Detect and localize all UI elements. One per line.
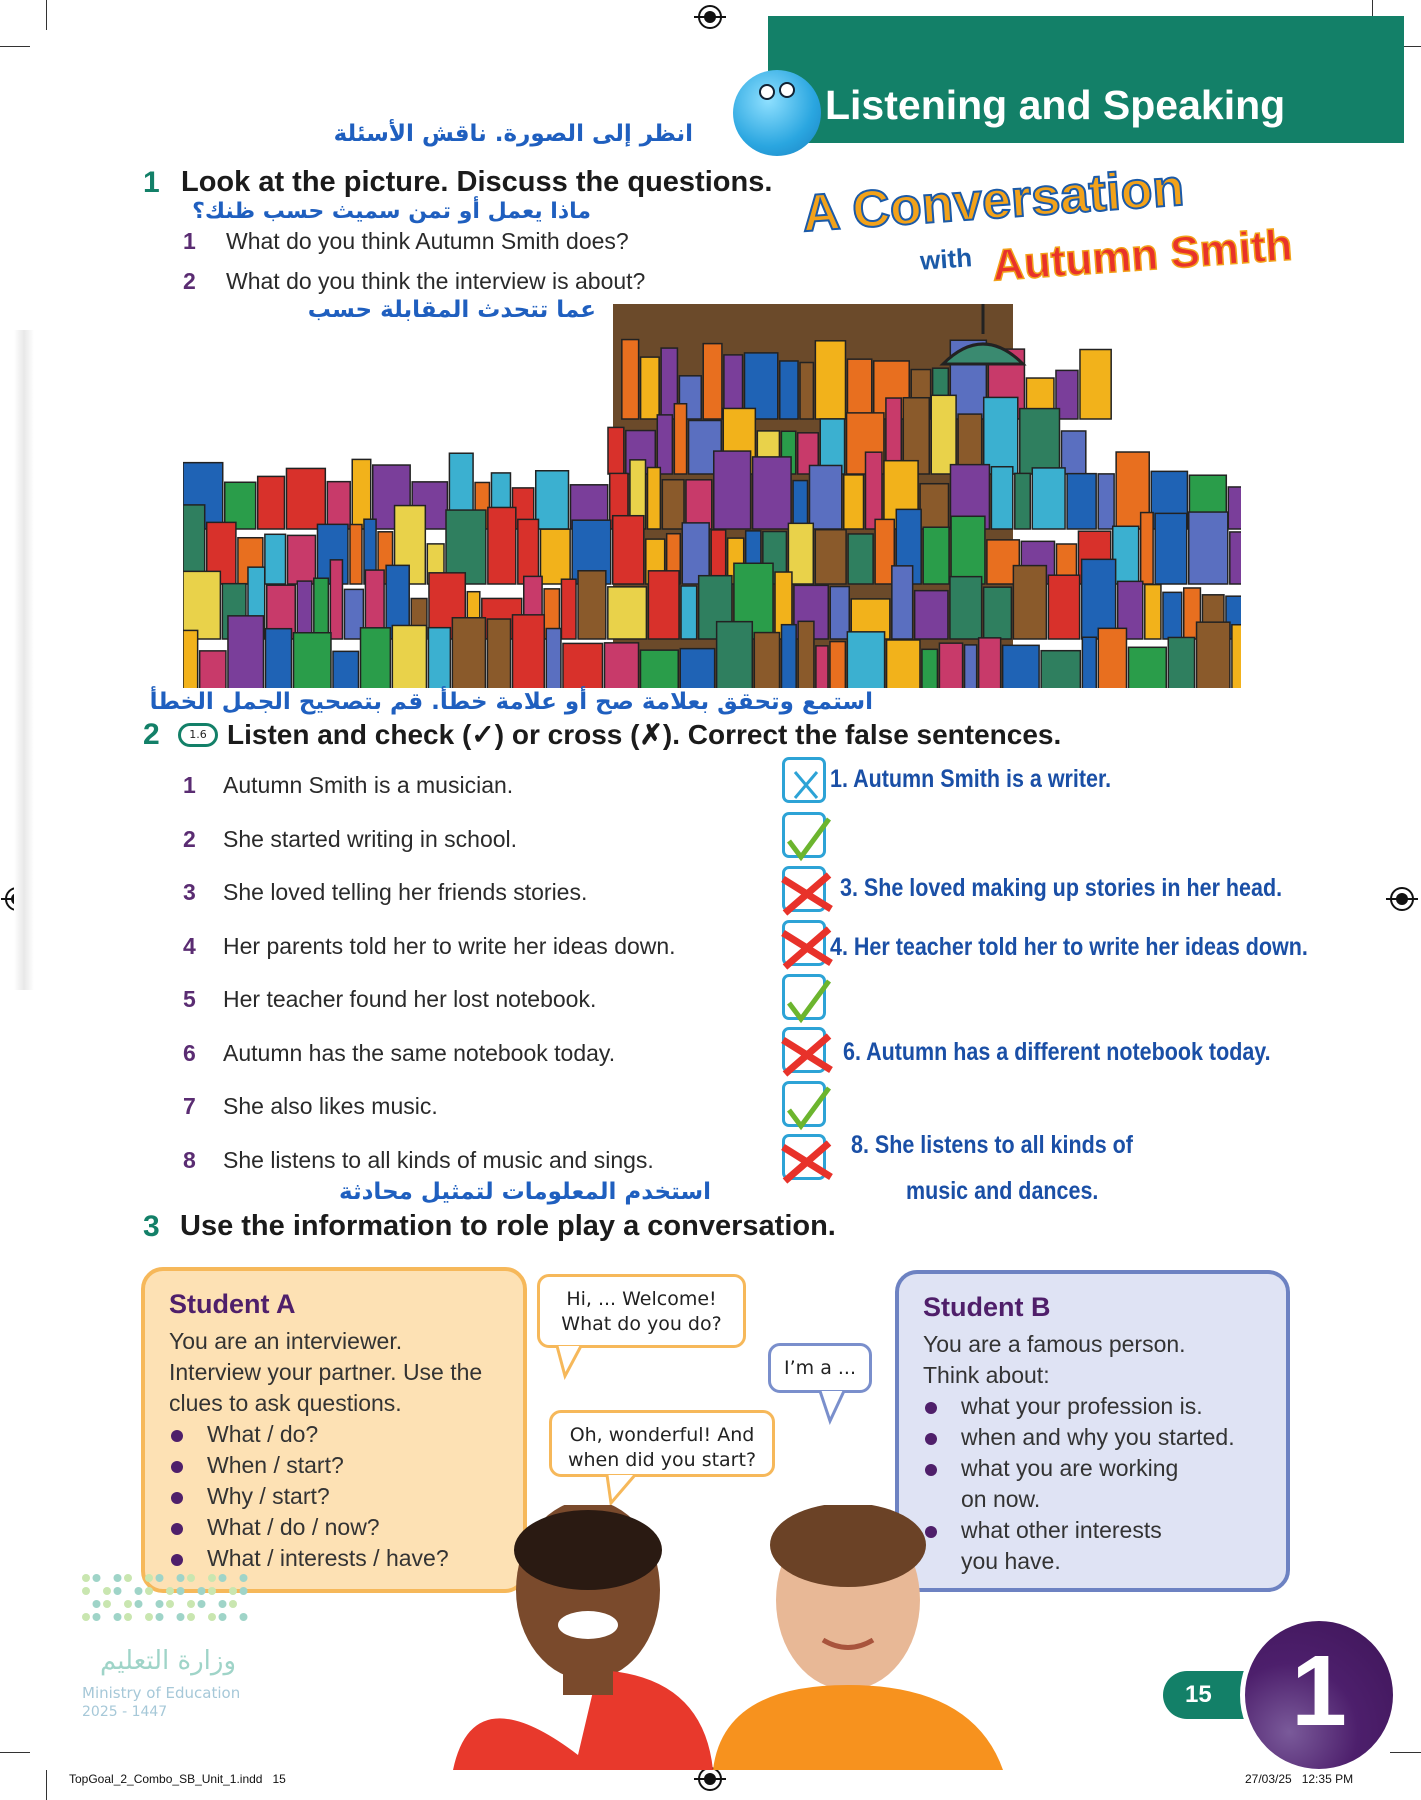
logo-dot — [124, 1574, 132, 1582]
book — [608, 587, 647, 639]
correction-text: 1. Autumn Smith is a writer. — [830, 765, 1112, 793]
book — [314, 578, 329, 639]
arabic-note: عما تتحدث المقابلة حسب — [307, 297, 596, 323]
answer-checkbox[interactable] — [782, 866, 826, 912]
clue-item: What / interests / have? — [169, 1543, 499, 1574]
story-title-logo — [800, 158, 1294, 292]
statement-number: 3 — [183, 879, 196, 905]
logo-dot — [93, 1574, 101, 1582]
logo-dot — [187, 1600, 195, 1608]
bubble-line: when did you start? — [567, 1449, 757, 1471]
book — [1189, 512, 1228, 584]
logo-dot — [124, 1613, 132, 1621]
ministry-english-name: Ministry of Education — [82, 1684, 241, 1702]
clue-item: Why / start? — [169, 1481, 499, 1512]
arabic-instruction-2: استمع وتحقق بعلامة صح أو علامة خطأ. قم بتصحيح الجمل الخطأ — [149, 689, 873, 715]
bubble-line: What do you do? — [561, 1313, 722, 1335]
logo-dot — [219, 1600, 227, 1608]
book — [428, 628, 450, 688]
correction-text: 6. Autumn has a different notebook today. — [843, 1038, 1271, 1066]
book — [686, 480, 712, 529]
book — [1128, 647, 1166, 688]
book — [622, 340, 639, 419]
book — [1163, 592, 1182, 639]
logo-dot — [145, 1587, 153, 1595]
book — [965, 645, 977, 688]
bubble-tail — [605, 1473, 639, 1507]
book — [513, 615, 545, 688]
book — [605, 643, 639, 688]
book — [703, 344, 722, 419]
section-header-title: Listening and Speaking — [825, 82, 1286, 128]
student-b-intro: You are a famous person. Think about: — [923, 1331, 1186, 1388]
book — [540, 529, 570, 584]
bubble-line: Oh, wonderful! And — [569, 1424, 755, 1446]
statement-number: 2 — [183, 826, 196, 852]
answer-checkbox[interactable] — [782, 974, 826, 1020]
cross-mark-icon — [779, 919, 835, 975]
mascot-icon — [733, 70, 821, 156]
book — [979, 638, 1001, 688]
book — [452, 618, 485, 688]
story-title-line1: A Conversation — [800, 158, 1186, 244]
book — [714, 451, 751, 529]
answer-checkbox[interactable] — [782, 812, 826, 858]
speech-bubble-welcome — [537, 1274, 746, 1348]
book — [330, 560, 342, 639]
book — [518, 519, 539, 584]
student-a-title: Student A — [169, 1289, 296, 1319]
student-b-title: Student B — [923, 1292, 1051, 1322]
clue-item: What / do? — [169, 1419, 499, 1450]
bubble-tail — [555, 1344, 585, 1380]
logo-dot — [82, 1574, 90, 1582]
check-mark-icon — [779, 973, 835, 1029]
book — [991, 467, 1012, 529]
answer-checkbox[interactable] — [782, 920, 826, 966]
audio-track-icon[interactable] — [178, 723, 218, 747]
book — [939, 643, 962, 688]
book — [951, 516, 985, 584]
book — [613, 516, 644, 584]
cross-mark-icon — [779, 1133, 835, 1189]
book — [915, 591, 948, 639]
book — [1080, 350, 1111, 419]
book — [488, 507, 516, 584]
book — [536, 471, 569, 529]
book — [1113, 526, 1139, 584]
logo-dot — [103, 1600, 111, 1608]
book — [847, 359, 871, 419]
book — [674, 404, 686, 474]
book — [1232, 625, 1241, 688]
book — [1015, 473, 1030, 529]
logo-dot — [229, 1587, 237, 1595]
logo-dot — [93, 1613, 101, 1621]
book — [1197, 622, 1230, 688]
statement-number: 5 — [183, 986, 196, 1012]
logo-dot — [240, 1574, 248, 1582]
book — [800, 363, 813, 419]
book — [809, 465, 841, 529]
statement-text: Autumn has the same notebook today. — [223, 1040, 616, 1066]
correction-text: 8. She listens to all kinds of — [851, 1131, 1133, 1159]
question-number: 2 — [183, 268, 196, 294]
crop-mark — [0, 46, 30, 47]
question-text: What do you think Autumn Smith does? — [226, 228, 629, 254]
ministry-logo — [80, 1570, 255, 1632]
book — [288, 535, 316, 584]
book — [931, 395, 956, 474]
logo-dot — [240, 1587, 248, 1595]
arabic-note: ماذا يعمل أو تمن سميث حسب ظنك؟ — [192, 199, 591, 224]
book — [681, 586, 697, 639]
ministry-year: 2025 - 1447 — [82, 1704, 168, 1720]
book — [920, 484, 948, 529]
student-a-intro: You are an interviewer. Interview your partner. Use the clues to ask questions. — [169, 1328, 483, 1416]
statement-text: She also likes music. — [223, 1093, 438, 1119]
logo-dot — [145, 1574, 153, 1582]
book — [1082, 559, 1116, 639]
logo-dot — [198, 1587, 206, 1595]
crop-mark — [46, 0, 47, 30]
logo-dot — [187, 1613, 195, 1621]
students-photo — [453, 1505, 1013, 1770]
logo-dot — [145, 1613, 153, 1621]
question-text: What do you think the interview is about? — [226, 268, 646, 294]
point-item: what your profession is. — [923, 1391, 1262, 1422]
statement-text: Her parents told her to write her ideas down. — [223, 933, 676, 959]
book — [1145, 585, 1161, 639]
book — [1168, 637, 1194, 688]
arabic-instruction-1: انظر إلى الصورة. ناقش الأسئلة — [333, 121, 693, 147]
book — [294, 633, 331, 688]
book — [682, 523, 709, 584]
statement-number: 1 — [183, 772, 196, 798]
logo-dot — [240, 1613, 248, 1621]
logo-dot — [166, 1587, 174, 1595]
logo-dot — [114, 1587, 122, 1595]
book — [641, 357, 660, 419]
logo-dot — [166, 1600, 174, 1608]
book — [781, 625, 796, 688]
book — [361, 628, 391, 688]
book — [754, 633, 779, 688]
page-edge — [14, 330, 34, 990]
logo-dot — [93, 1600, 101, 1608]
book — [1003, 645, 1039, 688]
logo-dot — [219, 1613, 227, 1621]
book — [648, 571, 679, 639]
book — [1230, 532, 1241, 584]
audio-track-number: 1.6 — [189, 728, 207, 741]
book — [487, 619, 510, 688]
logo-dot — [187, 1574, 195, 1582]
unit-number: 1 — [1291, 1635, 1347, 1747]
section-title: Use the information to role play a conversation. — [180, 1210, 836, 1242]
book — [297, 581, 312, 639]
book — [1098, 474, 1114, 529]
logo-dot — [114, 1574, 122, 1582]
book — [892, 566, 913, 639]
registration-mark-icon — [698, 1767, 722, 1791]
bookshelf-illustration — [183, 304, 1241, 688]
book — [830, 642, 845, 688]
logo-dot — [82, 1613, 90, 1621]
logo-dot — [82, 1587, 90, 1595]
section-number: 3 — [143, 1210, 160, 1243]
book — [680, 649, 714, 688]
book — [922, 649, 937, 688]
book — [608, 427, 624, 474]
book — [753, 457, 791, 529]
answer-checkbox[interactable] — [782, 1134, 826, 1180]
statement-number: 6 — [183, 1040, 196, 1066]
statement-text: She listens to all kinds of music and sings. — [223, 1147, 654, 1173]
book — [984, 397, 1018, 474]
logo-dot — [156, 1574, 164, 1582]
book — [798, 621, 814, 688]
book — [1032, 468, 1065, 529]
ministry-arabic-name: وزارة التعليم — [99, 1646, 237, 1676]
bubble-tail — [818, 1389, 848, 1425]
book — [1048, 575, 1079, 639]
statement-text: She loved telling her friends stories. — [223, 879, 588, 905]
book — [984, 587, 1012, 639]
bubble-line: Hi, ... Welcome! — [566, 1288, 717, 1310]
book — [200, 651, 226, 688]
book — [183, 571, 220, 639]
logo-dot — [229, 1600, 237, 1608]
answer-checkbox[interactable] — [782, 1081, 826, 1127]
cross-mark-icon — [779, 865, 835, 921]
book — [546, 629, 561, 688]
logo-dot — [198, 1600, 206, 1608]
book — [1155, 513, 1187, 584]
book — [228, 616, 264, 688]
crop-mark — [1390, 1752, 1421, 1753]
registration-mark-icon — [698, 5, 722, 29]
clue-item: When / start? — [169, 1450, 499, 1481]
statement-number: 7 — [183, 1093, 196, 1119]
book — [780, 361, 798, 419]
logo-dot — [114, 1613, 122, 1621]
book — [830, 587, 849, 639]
book — [1041, 651, 1080, 688]
book — [662, 480, 684, 529]
book — [1228, 487, 1241, 529]
logo-dot — [208, 1574, 216, 1582]
book — [286, 468, 325, 529]
section-number: 2 — [143, 718, 160, 751]
statement-text: Autumn Smith is a musician. — [223, 772, 514, 798]
point-item: what you are working on now. — [923, 1453, 1193, 1515]
book — [923, 527, 949, 584]
cross-mark-icon — [779, 756, 835, 812]
correction-text: 3. She loved making up stories in her head. — [840, 874, 1283, 902]
logo-dot — [177, 1613, 185, 1621]
footer-filename: TopGoal_2_Combo_SB_Unit_1.indd 15 — [69, 1772, 286, 1786]
logo-dot — [135, 1587, 143, 1595]
check-mark-icon — [779, 1080, 835, 1136]
book — [866, 452, 882, 529]
logo-dot — [177, 1574, 185, 1582]
arabic-instruction-3: استخدم المعلومات لتمثيل محادثة — [339, 1179, 711, 1205]
book — [578, 571, 606, 639]
speech-bubble-wonderful — [549, 1410, 775, 1477]
book — [815, 341, 845, 419]
check-mark-icon — [779, 811, 835, 867]
statement-number: 4 — [183, 933, 196, 959]
book — [1141, 513, 1153, 584]
book — [392, 625, 426, 688]
point-item: what other interests you have. — [923, 1515, 1163, 1577]
correction-text: 4. Her teacher told her to write her ideas down. — [830, 933, 1308, 961]
logo-dot — [208, 1613, 216, 1621]
section-title: Listen and check (✓) or cross (✗). Correct the false sentences. — [227, 719, 1062, 750]
answer-checkbox[interactable] — [782, 757, 826, 803]
book — [793, 481, 807, 529]
statement-number: 8 — [183, 1147, 196, 1173]
logo-dot — [177, 1587, 185, 1595]
book — [717, 622, 753, 688]
logo-dot — [156, 1613, 164, 1621]
book — [265, 629, 291, 688]
page-number: 15 — [1185, 1681, 1212, 1708]
book — [183, 630, 198, 688]
section-title: Look at the picture. Discuss the questions. — [181, 166, 773, 198]
question-number: 1 — [183, 228, 196, 254]
statement-text: Her teacher found her lost notebook. — [223, 986, 597, 1012]
crop-mark — [0, 1752, 30, 1753]
clue-item: What / do / now? — [169, 1512, 499, 1543]
bubble-line: I’m a ... — [784, 1357, 856, 1379]
book — [848, 534, 873, 584]
logo-dot — [208, 1587, 216, 1595]
book — [844, 475, 864, 529]
registration-mark-icon — [1390, 887, 1414, 911]
statement-text: She started writing in school. — [223, 826, 518, 852]
book — [1020, 409, 1060, 474]
book — [1098, 628, 1126, 688]
story-title-with: with — [919, 242, 973, 276]
book — [887, 640, 920, 688]
logo-dot — [219, 1574, 227, 1582]
book — [815, 530, 846, 584]
book — [816, 646, 828, 688]
cross-mark-icon — [779, 1026, 835, 1082]
point-item: when and why you started. — [923, 1422, 1262, 1453]
book — [641, 650, 679, 688]
book — [950, 577, 982, 639]
logo-dot — [124, 1600, 132, 1608]
book — [350, 525, 362, 584]
book — [1067, 474, 1096, 529]
crop-mark — [46, 1770, 47, 1800]
book — [648, 468, 661, 529]
speech-bubble-im-a — [768, 1343, 872, 1393]
story-title-name: Autumn Smith — [990, 220, 1294, 291]
book — [847, 632, 884, 688]
book — [333, 651, 359, 688]
logo-dot — [103, 1587, 111, 1595]
logo-dot — [156, 1600, 164, 1608]
book — [563, 643, 603, 688]
book — [1013, 566, 1046, 639]
book — [265, 534, 286, 584]
book — [561, 579, 576, 639]
footer-date: 27/03/25 12:35 PM — [1245, 1772, 1354, 1786]
book — [258, 476, 285, 529]
logo-dot — [135, 1600, 143, 1608]
book — [1082, 637, 1096, 688]
book — [657, 415, 672, 474]
correction-text-line2: music and dances. — [906, 1177, 1099, 1205]
section-number: 1 — [143, 166, 160, 199]
unit-number-badge — [1240, 1616, 1398, 1774]
answer-checkbox[interactable] — [782, 1027, 826, 1073]
book — [327, 482, 350, 529]
